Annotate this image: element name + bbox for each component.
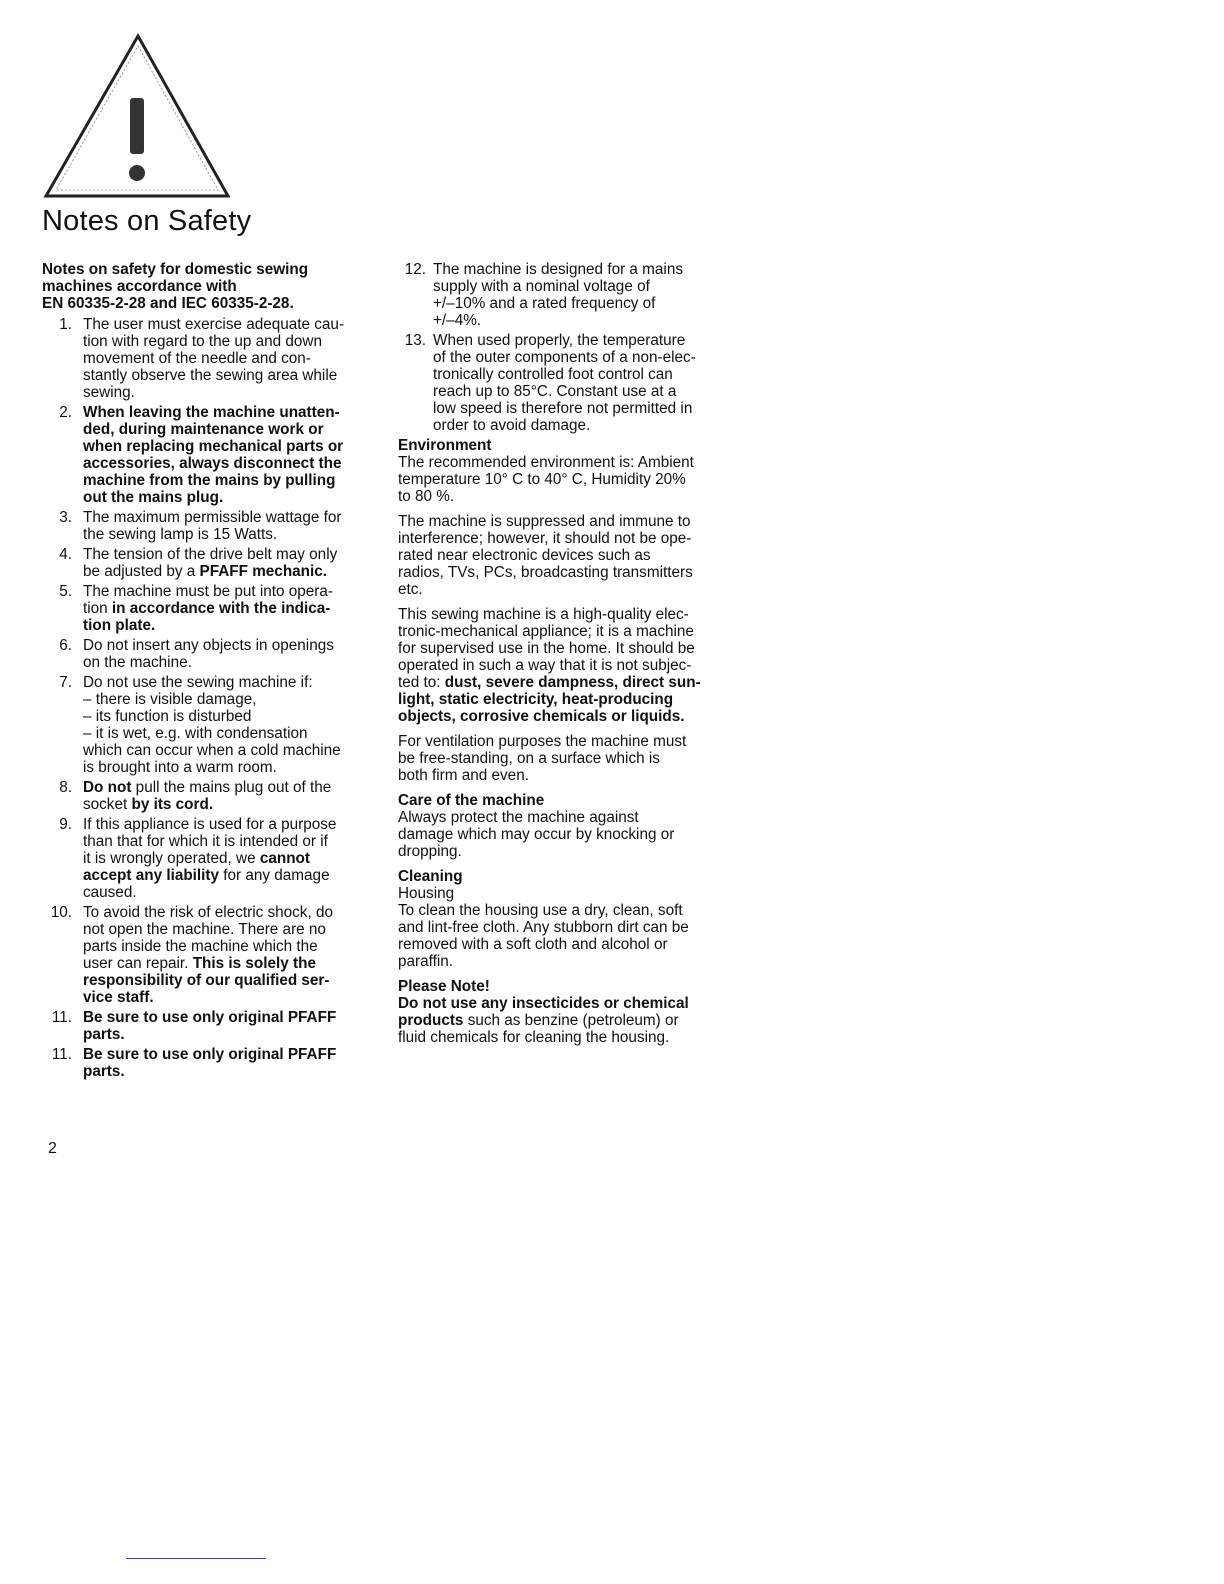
text-line: [83, 637, 384, 654]
text-segment: The user must exercise adequate cau-: [83, 316, 345, 333]
text-line: [83, 1009, 384, 1026]
list-item-number: 12.: [404, 261, 426, 278]
text-line: [83, 833, 384, 850]
list-item-number: 1.: [59, 316, 72, 333]
text-line: [83, 367, 384, 384]
list-item: [42, 779, 384, 813]
text-line: [398, 513, 768, 530]
text-line: [83, 691, 384, 708]
text-line: [398, 953, 768, 970]
text-line: [433, 383, 768, 400]
text-line: [398, 640, 768, 657]
section-heading: Care of the machine: [398, 792, 545, 809]
text-segment: be adjusted by a: [83, 563, 200, 580]
text-segment: than that for which it is intended or if: [83, 833, 328, 850]
text-line: [398, 809, 768, 826]
text-segment: This sewing machine is a high-quality elec-: [398, 606, 689, 623]
text-line: [83, 816, 384, 833]
text-segment: vice staff.: [83, 989, 154, 1006]
text-line: [398, 547, 768, 564]
text-segment: tronic-mechanical appliance; it is a machine: [398, 623, 694, 640]
text-line: [398, 733, 768, 750]
text-segment: Be sure to use only original PFAFF: [83, 1009, 337, 1026]
text-line: [83, 955, 384, 972]
list-item: [42, 816, 384, 901]
text-line: [83, 972, 384, 989]
text-line: [433, 366, 768, 383]
text-segment: tion with regard to the up and down: [83, 333, 322, 350]
text-segment: reach up to 85°C. Constant use at a: [433, 383, 677, 400]
text-segment: ded, during maintenance work or: [83, 421, 324, 438]
list-item-number: 6.: [59, 637, 72, 654]
section-heading: Please Note!: [398, 978, 490, 995]
text-line: [398, 1029, 768, 1046]
text-segment: temperature 10° C to 40° C, Humidity 20%: [398, 471, 686, 488]
text-segment: dust, severe dampness, direct sun-: [444, 674, 701, 691]
text-segment: movement of the needle and con-: [83, 350, 311, 367]
text-line: [83, 904, 384, 921]
list-item: [42, 583, 384, 634]
text-segment: Be sure to use only original PFAFF: [83, 1046, 337, 1063]
text-line: [83, 1026, 384, 1043]
text-segment: products: [398, 1012, 464, 1029]
section: [398, 978, 768, 1046]
list-item-number: 13.: [404, 332, 426, 349]
text-line: [398, 1012, 768, 1029]
text-segment: operated in such a way that it is not subjec-: [398, 657, 692, 674]
text-segment: PFAFF mechanic.: [199, 563, 328, 580]
text-line: [83, 509, 384, 526]
text-line: [398, 767, 768, 784]
paragraph: [398, 809, 768, 860]
text-segment: paraffin.: [398, 953, 453, 970]
text-segment: To avoid the risk of electric shock, do: [83, 904, 333, 921]
list-item: [42, 509, 384, 543]
section: [398, 792, 768, 860]
intro-line: machines accordance with: [42, 278, 237, 295]
text-line: [433, 261, 768, 278]
text-segment: user can repair.: [83, 955, 193, 972]
text-segment: tronically controlled foot control can: [433, 366, 673, 383]
safety-list-left: [42, 316, 384, 1080]
text-segment: When used properly, the temperature: [433, 332, 686, 349]
text-segment: To clean the housing use a dry, clean, soft: [398, 902, 683, 919]
text-segment: order to avoid damage.: [433, 417, 591, 434]
list-item-number: 11.: [51, 1009, 72, 1026]
text-line: [83, 526, 384, 543]
text-line: [83, 938, 384, 955]
text-line: [83, 563, 384, 580]
text-line: [83, 421, 384, 438]
text-line: [433, 349, 768, 366]
text-line: [83, 674, 384, 691]
text-line: [83, 489, 384, 506]
text-segment: parts.: [83, 1026, 125, 1043]
text-segment: When leaving the machine unatten-: [83, 404, 340, 421]
text-line: [433, 417, 768, 434]
text-segment: is brought into a warm room.: [83, 759, 277, 776]
text-segment: objects, corrosive chemicals or liquids.: [398, 708, 685, 725]
paragraph: [398, 513, 768, 598]
text-segment: for supervised use in the home. It should be: [398, 640, 695, 657]
text-segment: on the machine.: [83, 654, 192, 671]
text-line: [398, 691, 768, 708]
text-segment: The tension of the drive belt may only: [83, 546, 338, 563]
text-line: [433, 295, 768, 312]
footer-rule: [126, 1558, 266, 1559]
paragraph: [398, 733, 768, 784]
list-item: [42, 904, 384, 1006]
text-segment: +/–10% and a rated frequency of: [433, 295, 656, 312]
page-title: Notes on Safety: [42, 205, 252, 237]
text-line: [398, 530, 768, 547]
text-segment: which can occur when a cold machine: [83, 742, 341, 759]
text-segment: by its cord.: [131, 796, 214, 813]
text-segment: pull the mains plug out of the: [131, 779, 332, 796]
text-segment: when replacing mechanical parts or: [83, 438, 344, 455]
text-line: [83, 333, 384, 350]
text-line: [398, 488, 768, 505]
text-segment: etc.: [398, 581, 423, 598]
text-segment: – its function is disturbed: [83, 708, 252, 725]
text-segment: and lint-free cloth. Any stubborn dirt can be: [398, 919, 689, 936]
safety-list-right: [398, 261, 768, 434]
paragraph: [398, 606, 768, 725]
text-line: [398, 564, 768, 581]
text-line: [83, 921, 384, 938]
text-segment: out the mains plug.: [83, 489, 224, 506]
text-line: [398, 606, 768, 623]
text-segment: accept any liability: [83, 867, 220, 884]
paragraph: [398, 995, 768, 1046]
text-segment: removed with a soft cloth and alcohol or: [398, 936, 668, 953]
text-line: [398, 885, 768, 902]
text-segment: supply with a nominal voltage of: [433, 278, 650, 295]
text-segment: tion: [83, 600, 112, 617]
text-line: [83, 438, 384, 455]
list-item-number: 3.: [59, 509, 72, 526]
text-segment: If this appliance is used for a purpose: [83, 816, 337, 833]
text-line: [398, 581, 768, 598]
text-segment: parts inside the machine which the: [83, 938, 318, 955]
list-item: [42, 637, 384, 671]
text-line: [83, 708, 384, 725]
text-segment: low speed is therefore not permitted in: [433, 400, 693, 417]
text-segment: sewing.: [83, 384, 135, 401]
text-line: [398, 995, 768, 1012]
text-segment: responsibility of our qualified ser-: [83, 972, 330, 989]
text-line: [83, 404, 384, 421]
text-line: [83, 455, 384, 472]
text-segment: +/–4%.: [433, 312, 482, 329]
text-line: [83, 884, 384, 901]
text-line: [398, 623, 768, 640]
text-segment: both firm and even.: [398, 767, 529, 784]
text-segment: The machine is designed for a mains: [433, 261, 683, 278]
text-segment: For ventilation purposes the machine must: [398, 733, 687, 750]
text-line: [83, 725, 384, 742]
text-segment: rated near electronic devices such as: [398, 547, 651, 564]
text-line: [83, 617, 384, 634]
text-line: [83, 384, 384, 401]
text-segment: such as benzine (petroleum) or: [463, 1012, 679, 1029]
text-segment: Always protect the machine against: [398, 809, 639, 826]
text-segment: caused.: [83, 884, 137, 901]
list-item: [42, 674, 384, 776]
text-line: [433, 312, 768, 329]
text-segment: interference; however, it should not be ope-: [398, 530, 692, 547]
text-segment: Do not insert any objects in openings: [83, 637, 334, 654]
list-item: [42, 404, 384, 506]
text-segment: the sewing lamp is 15 Watts.: [83, 526, 278, 543]
text-line: [433, 400, 768, 417]
text-segment: fluid chemicals for cleaning the housing.: [398, 1029, 670, 1046]
intro-line: EN 60335-2-28 and IEC 60335-2-28.: [42, 295, 294, 312]
text-segment: to 80 %.: [398, 488, 455, 505]
text-line: [83, 546, 384, 563]
list-item-number: 11.: [51, 1046, 72, 1063]
paragraph: [398, 885, 768, 970]
text-segment: it is wrongly operated, we: [83, 850, 260, 867]
text-line: [83, 472, 384, 489]
text-line: [398, 674, 768, 691]
text-line: [433, 332, 768, 349]
text-line: [83, 1063, 384, 1080]
text-segment: cannot: [259, 850, 310, 867]
text-segment: socket: [83, 796, 132, 813]
text-line: [83, 1046, 384, 1063]
text-line: [83, 867, 384, 884]
text-line: [83, 759, 384, 776]
right-sections: [398, 437, 768, 1046]
text-segment: ted to:: [398, 674, 445, 691]
text-segment: The maximum permissible wattage for: [83, 509, 342, 526]
text-line: [398, 902, 768, 919]
list-item-number: 4.: [59, 546, 72, 563]
list-item-number: 7.: [59, 674, 72, 691]
text-line: [398, 826, 768, 843]
text-segment: Do not use any insecticides or chemical: [398, 995, 689, 1012]
list-item: [398, 332, 768, 434]
text-line: [398, 919, 768, 936]
text-line: [83, 742, 384, 759]
text-line: [398, 454, 768, 471]
list-item: [42, 1046, 384, 1080]
section-heading: Cleaning: [398, 868, 463, 885]
text-segment: – there is visible damage,: [83, 691, 257, 708]
text-line: [398, 936, 768, 953]
text-line: [83, 989, 384, 1006]
text-line: [398, 843, 768, 860]
text-segment: for any damage: [219, 867, 330, 884]
text-segment: accessories, always disconnect the: [83, 455, 342, 472]
right-column: [398, 261, 768, 1054]
list-item-number: 5.: [59, 583, 72, 600]
text-segment: stantly observe the sewing area while: [83, 367, 338, 384]
text-line: [398, 750, 768, 767]
text-segment: machine from the mains by pulling: [83, 472, 336, 489]
text-line: [83, 350, 384, 367]
list-item-number: 9.: [59, 816, 72, 833]
text-segment: dropping.: [398, 843, 462, 860]
list-item: [42, 1009, 384, 1043]
text-segment: – it is wet, e.g. with condensation: [83, 725, 308, 742]
intro-line: Notes on safety for domestic sewing: [42, 261, 309, 278]
text-line: [83, 583, 384, 600]
text-line: [398, 708, 768, 725]
text-segment: be free-standing, on a surface which is: [398, 750, 660, 767]
section: [398, 437, 768, 784]
text-segment: not open the machine. There are no: [83, 921, 326, 938]
text-segment: of the outer components of a non-elec-: [433, 349, 696, 366]
list-item: [398, 261, 768, 329]
text-segment: The recommended environment is: Ambient: [398, 454, 694, 471]
text-line: [83, 600, 384, 617]
list-item: [42, 546, 384, 580]
intro-heading: [42, 261, 384, 312]
section-heading: Environment: [398, 437, 492, 454]
text-segment: This is solely the: [192, 955, 316, 972]
list-item-number: 2.: [59, 404, 72, 421]
text-segment: damage which may occur by knocking or: [398, 826, 675, 843]
text-segment: Do not use the sewing machine if:: [83, 674, 313, 691]
text-segment: The machine is suppressed and immune to: [398, 513, 691, 530]
left-column: [42, 261, 384, 1083]
text-segment: Do not: [83, 779, 132, 796]
text-segment: light, static electricity, heat-producing: [398, 691, 674, 708]
section: [398, 868, 768, 970]
text-line: [83, 316, 384, 333]
text-line: [83, 796, 384, 813]
text-segment: The machine must be put into opera-: [83, 583, 333, 600]
text-segment: radios, TVs, PCs, broadcasting transmitters: [398, 564, 693, 581]
paragraph: [398, 454, 768, 505]
text-segment: parts.: [83, 1063, 125, 1080]
text-line: [83, 850, 384, 867]
page-number: 2: [48, 1140, 57, 1157]
list-item: [42, 316, 384, 401]
text-segment: tion plate.: [83, 617, 156, 634]
warning-triangle-icon: [42, 32, 230, 200]
text-segment: Housing: [398, 885, 455, 902]
list-item-number: 10.: [50, 904, 72, 921]
text-line: [83, 779, 384, 796]
text-segment: in accordance with the indica-: [111, 600, 331, 617]
list-item-number: 8.: [59, 779, 72, 796]
text-line: [433, 278, 768, 295]
text-line: [398, 657, 768, 674]
text-line: [398, 471, 768, 488]
text-line: [83, 654, 384, 671]
